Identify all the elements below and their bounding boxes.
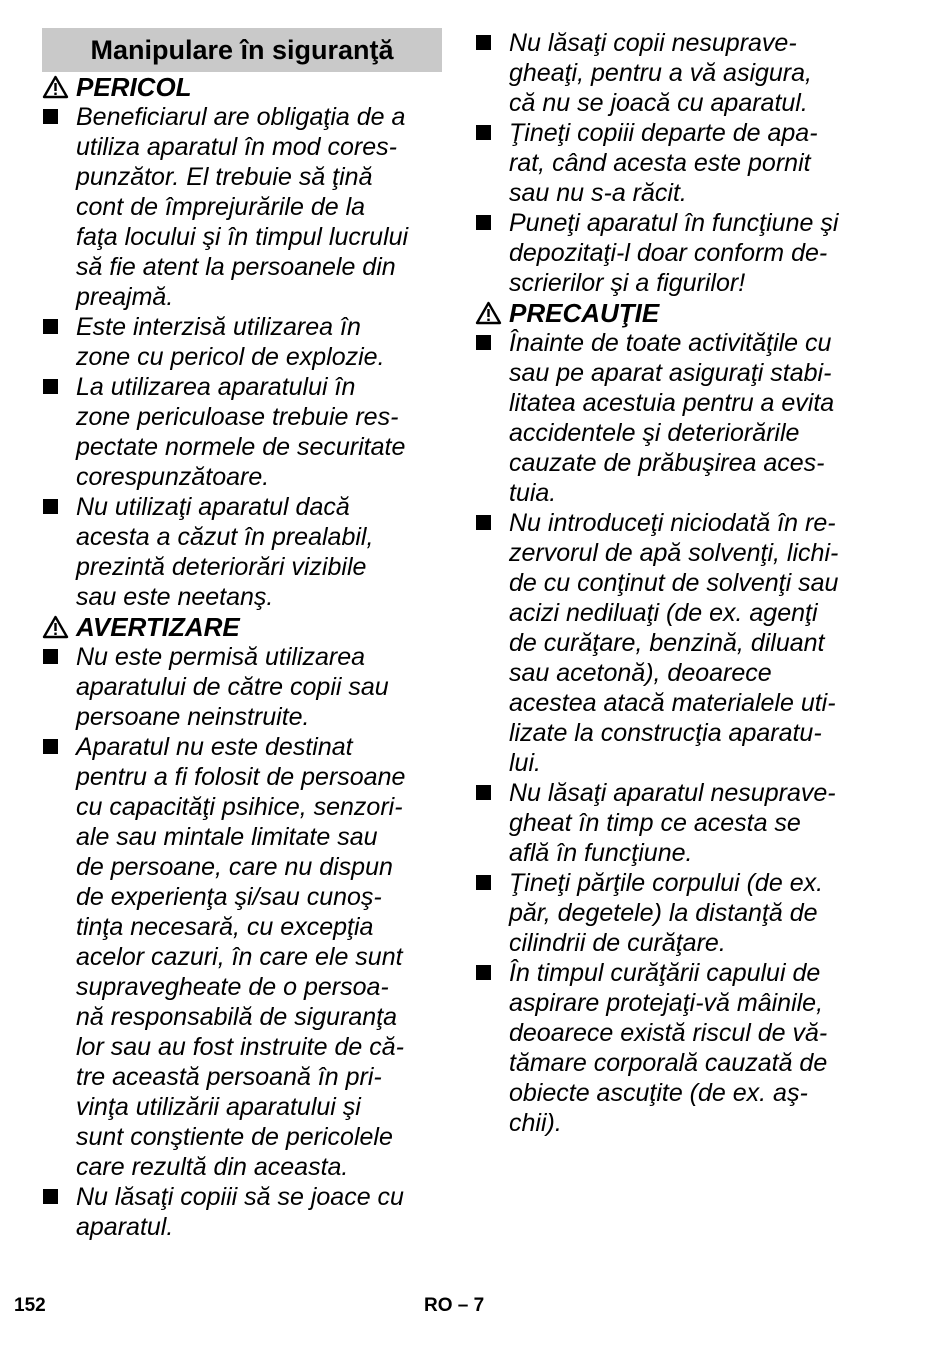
- list-item-line: acelor cazuri, în care ele sunt: [76, 943, 403, 971]
- bullet-square-icon: [43, 739, 58, 754]
- list-item-line: tre această persoană în pri-: [76, 1063, 382, 1091]
- list-item-line: lizate la construcţia aparatu-: [509, 719, 822, 747]
- list-item-line: Nu lăsaţi copii nesuprave-: [509, 29, 797, 57]
- warning-triangle-icon: [475, 301, 502, 325]
- list-item-line: sau nu s-a răcit.: [509, 179, 687, 207]
- list-item-line: Beneficiarul are obligaţia de a: [76, 103, 406, 131]
- list-item-line: Este interzisă utilizarea în: [76, 313, 361, 341]
- list-item-line: de persoane, care nu dispun: [76, 853, 393, 881]
- list-item: [475, 778, 915, 868]
- bullet-square-icon: [476, 35, 491, 50]
- list-item-line: aparatul.: [76, 1213, 174, 1241]
- list-item: [475, 868, 915, 958]
- warning-triangle-icon: [42, 75, 69, 99]
- list-item-line: cauzate de prăbuşirea aces-: [509, 449, 825, 477]
- list-item-line: gheat în timp ce acesta se: [509, 809, 801, 837]
- list-item: [475, 118, 915, 208]
- list-item-line: corespunzătoare.: [76, 463, 270, 491]
- list-item-line: tinţa necesară, cu excepţia: [76, 913, 374, 941]
- precautie-heading-text: PRECAUŢIE: [509, 298, 660, 328]
- list-item-line: Nu introduceţi niciodată în re-: [509, 509, 836, 537]
- bullet-square-icon: [43, 319, 58, 334]
- list-item-line: tămare corporală cauzată de: [509, 1049, 828, 1077]
- list-item-line: preajmă.: [76, 283, 174, 311]
- bullet-square-icon: [476, 215, 491, 230]
- bullet-square-icon: [476, 515, 491, 530]
- list-item-line: sau este neetanş.: [76, 583, 274, 611]
- pericol-list: [42, 102, 442, 612]
- list-item-line: de cu conţinut de solvenţi sau: [509, 569, 839, 597]
- list-item-line: vinţa utilizării aparatului şi: [76, 1093, 361, 1121]
- list-item-line: accidentele şi deteriorările: [509, 419, 800, 447]
- list-item: [475, 328, 915, 508]
- list-item-line: aparatului de către copii sau: [76, 673, 389, 701]
- list-item-line: sau acetonă), deoarece: [509, 659, 772, 687]
- list-item-line: cont de împrejurările de la: [76, 193, 366, 221]
- list-item-line: acestea atacă materialele uti-: [509, 689, 836, 717]
- list-item-line: lor sau au fost instruite de că-: [76, 1033, 404, 1061]
- list-item-line: În timpul curăţării capului de: [509, 959, 821, 987]
- bullet-square-icon: [476, 965, 491, 980]
- list-item-line: supravegheate de o persoa-: [76, 973, 389, 1001]
- list-item-line: utiliza aparatul în mod cores-: [76, 133, 397, 161]
- list-item-line: scrierilor şi a figurilor!: [509, 269, 746, 297]
- list-item: [475, 958, 915, 1138]
- precautie-heading: [475, 298, 915, 328]
- section-title: Manipulare în siguranţă: [42, 28, 442, 72]
- list-item: [42, 492, 442, 612]
- list-item-line: pectate normele de securitate: [76, 433, 406, 461]
- bullet-square-icon: [43, 1189, 58, 1204]
- list-item-line: acizi nediluaţi (de ex. agenţi: [509, 599, 818, 627]
- list-item-line: află în funcţiune.: [509, 839, 693, 867]
- list-item-line: faţa locului şi în timpul lucrului: [76, 223, 409, 251]
- page-number: 152: [14, 1295, 46, 1316]
- list-item-line: zone periculoase trebuie res-: [76, 403, 399, 431]
- pericol-heading: [42, 72, 442, 102]
- list-item-line: Nu utilizaţi aparatul dacă: [76, 493, 350, 521]
- list-item-line: Nu este permisă utilizarea: [76, 643, 366, 671]
- avertizare-list: [42, 642, 442, 1242]
- list-item: [42, 372, 442, 492]
- list-item: [475, 508, 915, 778]
- list-item-line: zervorul de apă solvenţi, lichi-: [509, 539, 839, 567]
- bullet-square-icon: [476, 875, 491, 890]
- bullet-square-icon: [476, 125, 491, 140]
- list-item-line: lui.: [509, 749, 541, 777]
- list-item-line: deoarece există riscul de vă-: [509, 1019, 828, 1047]
- continued-list: [475, 28, 915, 298]
- left-column: [42, 28, 442, 1242]
- list-item-line: cu capacităţi psihice, senzori-: [76, 793, 403, 821]
- list-item: [42, 312, 442, 372]
- bullet-square-icon: [43, 379, 58, 394]
- list-item-line: ale sau mintale limitate sau: [76, 823, 378, 851]
- list-item: [42, 102, 442, 312]
- list-item-line: Ţineţi părţile corpului (de ex.: [509, 869, 824, 897]
- list-item-line: rat, când acesta este pornit: [509, 149, 811, 177]
- list-item-line: să fie atent la persoanele din: [76, 253, 396, 281]
- pericol-heading-text: PERICOL: [76, 72, 192, 102]
- list-item-line: La utilizarea aparatului în: [76, 373, 356, 401]
- list-item-line: litatea acestuia pentru a evita: [509, 389, 835, 417]
- bullet-square-icon: [476, 785, 491, 800]
- list-item-line: aspirare protejaţi-vă mâinile,: [509, 989, 824, 1017]
- bullet-square-icon: [43, 649, 58, 664]
- list-item-line: punzător. El trebuie să ţină: [76, 163, 373, 191]
- list-item-line: pentru a fi folosit de persoane: [76, 763, 406, 791]
- list-item-line: Înainte de toate activităţile cu: [509, 329, 832, 357]
- bullet-square-icon: [43, 109, 58, 124]
- right-column: [475, 28, 915, 1138]
- list-item-line: persoane neinstruite.: [76, 703, 310, 731]
- list-item: [42, 732, 442, 1182]
- list-item-line: Nu lăsaţi aparatul nesuprave-: [509, 779, 836, 807]
- list-item-line: zone cu pericol de explozie.: [76, 343, 385, 371]
- list-item-line: de curăţare, benzină, diluant: [509, 629, 825, 657]
- list-item: [475, 28, 915, 118]
- section-reference: RO – 7: [424, 1295, 485, 1316]
- list-item-line: Ţineţi copiii departe de apa-: [509, 119, 818, 147]
- bullet-square-icon: [43, 499, 58, 514]
- list-item-line: gheaţi, pentru a vă asigura,: [509, 59, 812, 87]
- list-item-line: chii).: [509, 1109, 562, 1137]
- warning-triangle-icon: [42, 615, 69, 639]
- list-item: [42, 642, 442, 732]
- list-item-line: sau pe aparat asiguraţi stabi-: [509, 359, 832, 387]
- list-item-line: tuia.: [509, 479, 557, 507]
- bullet-square-icon: [476, 335, 491, 350]
- list-item-line: sunt conştiente de pericolele: [76, 1123, 393, 1151]
- list-item-line: obiecte ascuţite (de ex. aş-: [509, 1079, 808, 1107]
- avertizare-heading-text: AVERTIZARE: [76, 612, 240, 642]
- list-item-line: prezintă deteriorări vizibile: [76, 553, 367, 581]
- list-item-line: care rezultă din aceasta.: [76, 1153, 349, 1181]
- list-item-line: păr, degetele) la distanţă de: [509, 899, 818, 927]
- list-item-line: Nu lăsaţi copiii să se joace cu: [76, 1183, 404, 1211]
- list-item-line: depozitaţi-l doar conform de-: [509, 239, 828, 267]
- list-item-line: nă responsabilă de siguranţa: [76, 1003, 398, 1031]
- list-item: [42, 1182, 442, 1242]
- list-item-line: că nu se joacă cu aparatul.: [509, 89, 808, 117]
- list-item-line: de experienţa şi/sau cunoş-: [76, 883, 382, 911]
- list-item-line: cilindrii de curăţare.: [509, 929, 726, 957]
- precautie-list: [475, 328, 915, 1138]
- list-item-line: Puneţi aparatul în funcţiune şi: [509, 209, 839, 237]
- list-item-line: Aparatul nu este destinat: [76, 733, 353, 761]
- list-item-line: acesta a căzut în prealabil,: [76, 523, 374, 551]
- list-item: [475, 208, 915, 298]
- avertizare-heading: [42, 612, 442, 642]
